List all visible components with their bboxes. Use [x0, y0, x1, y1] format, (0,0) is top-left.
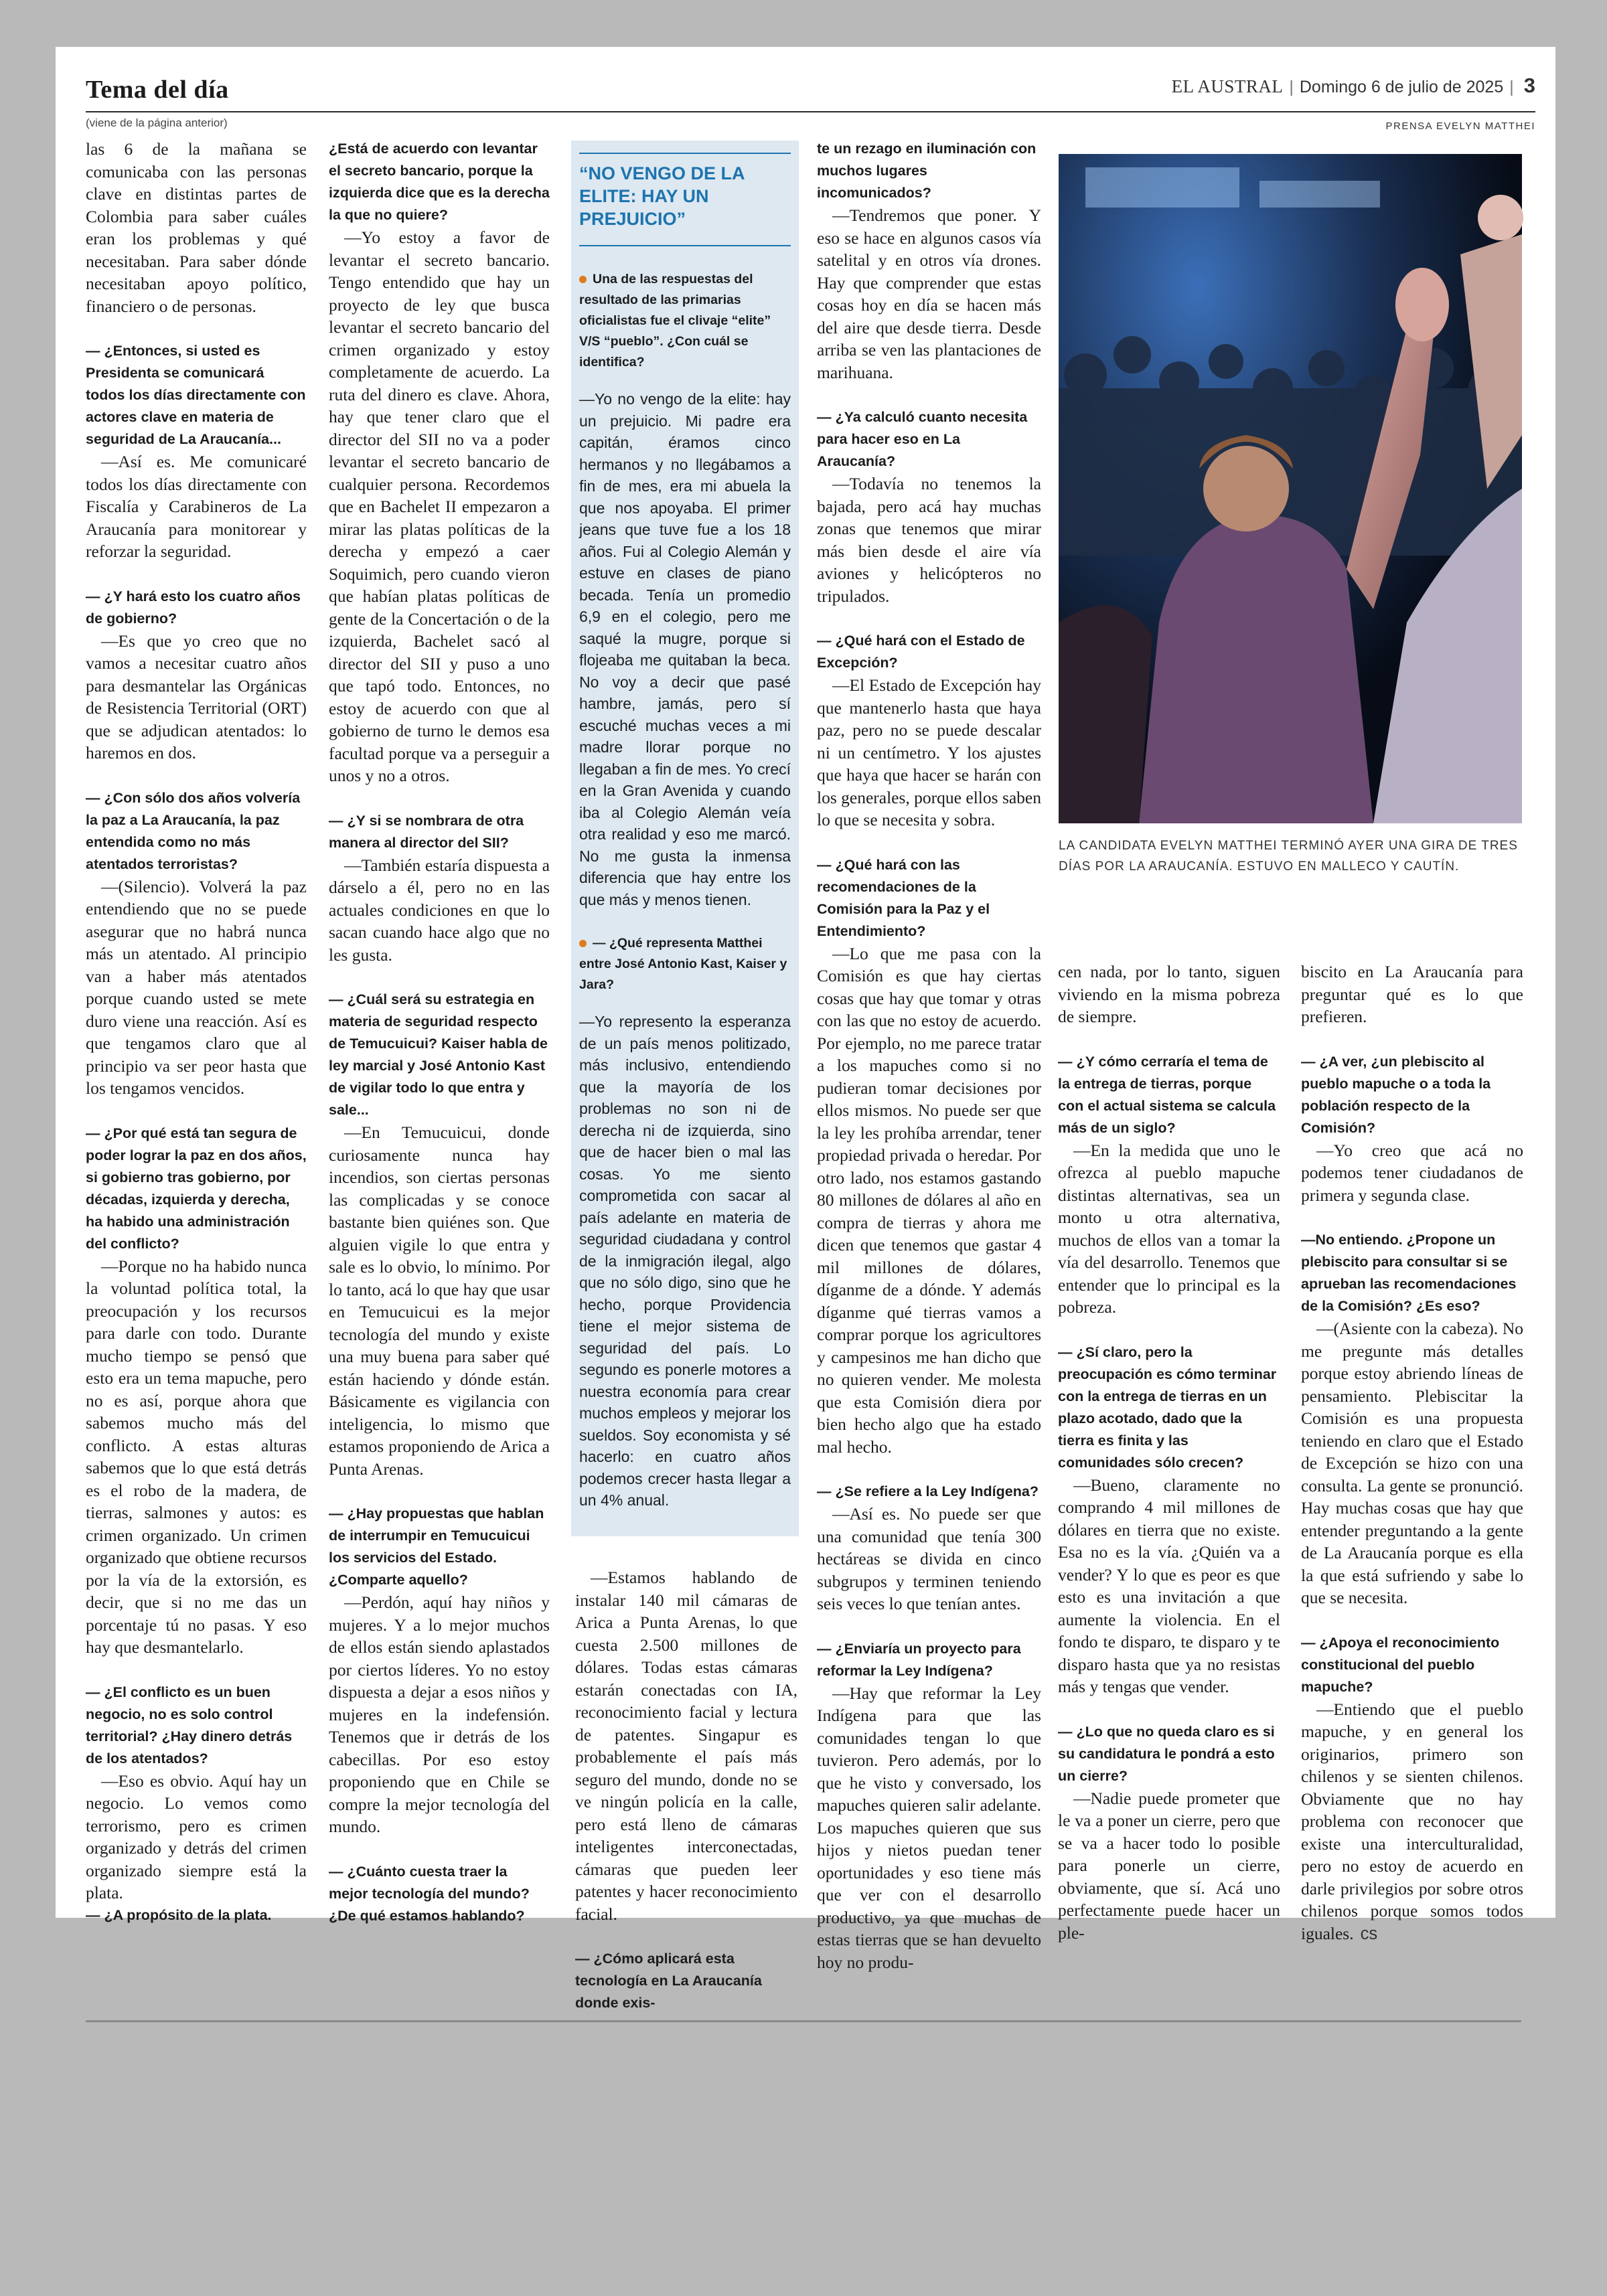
article-column-3 — [575, 1566, 797, 2011]
photo-credit: PRENSA EVELYN MATTHEI — [1385, 120, 1535, 132]
masthead-separator: | — [1289, 78, 1294, 96]
newspaper-page — [56, 47, 1555, 2011]
header-rule — [86, 111, 1535, 112]
interview-question: — ¿Cuánto cuesta traer la mejor tecnología del mundo? ¿De qué estamos hablando? — [329, 1863, 530, 1924]
sidebar-answer: —Yo represento la esperanza de un país menos politizado, más inclusivo, entendiendo que la mayoría de los problemas no son ni de derecha ni de izquierda, sino que de hacer bien o mal las cosas. Yo me siento comprometida con sacar al país adelante en materia de seguridad ciudadana y control de la inmigración ilegal, algo que no sólo digo, sino que he hecho, porque Providencia tiene el mejor sistema de seguridad del país. Lo segundo es ponerle motores a nuestra economía para crear muchos empleos y mejorar los sueldos. Soy economista y sé hacerlo: en cuatro años podemos crecer hasta llegar a un 4% anual. — [579, 1013, 791, 1509]
article-column-1 — [86, 138, 307, 1923]
interview-question: — ¿Sí claro, pero la preocupación es cómo terminar con la entrega de tierras en un plazo acotado, dado que la tierra es finita y las comunidades sólo crecen? — [1058, 1343, 1277, 1471]
sidebar-box — [571, 141, 799, 1536]
interview-answer: cen nada, por lo tanto, siguen viviendo en la misma pobreza de siempre. — [1058, 962, 1280, 1026]
photo-caption: LA CANDIDATA EVELYN MATTHEI TERMINÓ AYER UNA GIRA DE TRES DÍAS POR LA ARAUCANÍA. ESTUVO EN MALLECO Y CAUTÍN. — [1059, 839, 1518, 874]
article-column-6 — [1301, 961, 1523, 1943]
interview-answer: —Todavía no tenemos la bajada, pero acá hay muchas zonas que tenemos que mirar más bien desde el aire vía aviones y helicópteros no tripulados. — [817, 474, 1041, 606]
crowd-photo-illustration — [1059, 154, 1522, 823]
interview-answer: —También estaría dispuesta a dárselo a él, pero no en las actuales condiciones en que lo sacan cuando hace algo que no les gusta. — [329, 855, 550, 965]
interview-question: — ¿Y cómo cerraría el tema de la entrega de tierras, porque con el actual sistema se calcula más de un siglo? — [1058, 1053, 1276, 1136]
interview-question: — ¿Cuál será su estrategia en materia de seguridad respecto de Temucuicui? Kaiser habla de ley marcial y José Antonio Kast de vigilar todo lo que entra y sale... — [329, 991, 548, 1118]
interview-answer: —Así es. No puede ser que una comunidad que tenía 300 hectáreas se divida en cinco subgrupos y terminen teniendo seis veces lo que tenían antes. — [817, 1504, 1041, 1613]
interview-answer: —Yo creo que acá no podemos tener ciudadanos de primera y segunda clase. — [1301, 1140, 1523, 1205]
page-number: 3 — [1523, 74, 1535, 97]
interview-question: — ¿Con sólo dos años volvería la paz a La Araucanía, la paz entendida como no más atentados terroristas? — [86, 789, 301, 872]
interview-question: ¿Está de acuerdo con levantar el secreto bancario, porque la izquierda dice que es la derecha la que no quiere? — [329, 141, 550, 223]
sidebar-answer: —Yo no vengo de la elite: hay un prejuicio. Mi padre era capitán, éramos cinco hermanos y no llegábamos a fin de mes, era mi abuela la que nos apoyaba. El primer jeans que tuve fue a los 18 años. Fui al Colegio Alemán y estuve en clases de piano becada. Tenía un promedio 6,9 en el colegio, pero me saqué la mugre, porque si flojeaba me quitaban la beca. No voy a decir que pasé hambre, jamás, pero sí escuché muchas veces a mi madre llorar porque no llegaban a fin de mes. Yo crecí en la Gran Avenida y cuando iba al Colegio Alemán veía otra realidad y eso me marcó. No me gusta la inmensa diferencia que hay entre los que más y menos tienen. — [579, 390, 791, 908]
article-column-5 — [1058, 961, 1280, 1943]
interview-answer: —El Estado de Excepción hay que mantenerlo hasta que haya paz, pero no se puede descalar ni un centímetro. Y los ajustes que haya que hacer se harán con los generales, porque ellos saben lo que se necesita y sobra. — [817, 675, 1041, 829]
interview-question: — ¿Entonces, si usted es Presidenta se comunicará todos los días directamente con actores clave en materia de seguridad de La Araucanía... — [86, 343, 306, 447]
interview-answer: —Bueno, claramente no comprando 4 mil millones de dólares en tierra que no existe. Esa no es la vía. ¿Quién va a vender? Y lo que es peor es que esto es una invitación a que aumente la violencia. En el fondo te disparo, te disparo y te disparo hasta que ya no resistas más y tengas que vender. — [1058, 1475, 1280, 1696]
section-title: Tema del día — [86, 76, 229, 104]
interview-answer: —Entiendo que el pueblo mapuche, y en general los originarios, primero son chilenos y se sienten chilenos. Obviamente que no hay problema con reconocer que existe una interculturalidad, pero no estoy de acuerdo en darle privilegios por sobre otros chilenos porque somos todos iguales. cs — [1301, 1699, 1523, 1943]
interview-question: — ¿Qué hará con el Estado de Excepción? — [817, 633, 1025, 671]
interview-answer: —Perdón, aquí hay niños y mujeres. Y a lo mejor muchos de ellos están siendo aplastados por ciertos líderes. Yo no estoy dispuesta a dejar a esos niños y mujeres en la indefensión. Tenemos que ir detrás de los cabecillas. Por eso estoy proponiendo que en Chile se compre la mejor tecnología del mundo. — [329, 1592, 550, 1836]
page-bottom-rule — [86, 2020, 1521, 2022]
interview-question: — ¿A propósito de la plata. — [86, 1906, 272, 1923]
issue-date: Domingo 6 de julio de 2025 — [1299, 78, 1504, 96]
interview-answer: —Porque no ha habido nunca la voluntad política total, la preocupación y los recursos para darle con todo. Durante mucho tiempo se pensó que esto era un tema mapuche, pero no es así, porque ahora que sabemos mucho más del conflicto. A estas alturas sabemos que lo que está detrás es el robo de la madera, de tierras, salmones y autos: es crimen organizado. Un crimen organizado que obtiene recursos por la vía de la extorsión, es decir, que si no me das un porcentaje tú no pasas. Y eso hay que desmantelarlo. — [86, 1256, 307, 1657]
interview-answer: —En Temucuicui, donde curiosamente nunca hay incendios, son ciertas personas las complicadas y se conoce bastante bien quiénes son. Que alguien vigile lo que entra y sale es lo obvio, lo mínimo. Por lo tanto, acá lo que hay que usar en Temucuicui es la mejor tecnología del mundo y existe una muy buena para saber qué están haciendo y dónde están. Básicamente es vigilancia con inteligencia, lo mismo que estamos proponiendo de Arica a Punta Arenas. — [329, 1123, 550, 1479]
interview-question: — ¿Lo que no queda claro es si su candidatura le pondrá a esto un cierre? — [1058, 1723, 1275, 1784]
interview-answer: —Lo que me pasa con la Comisión es que hay ciertas cosas que hay que tomar y otras con las que no estoy de acuerdo. Por ejemplo, no me parece tratar a los mapuches como si no pudieran tomar decisiones por ellos mismos. No puede ser que la ley les prohíba arrendar, tener propiedad privada o heredar. Por otro lado, nos estamos gastando 80 millones de dólares al año en compra de tierras y ahora me dicen que tenemos que gastar 4 mil millones de dólares, díganme de a dónde. Y además díganme qué tierras vamos a comprar porque los agricultores y campesinos me han dicho que no quieren vender. Me molesta que esta Comisión diera por bien hecho algo que ha estado mal hecho. — [817, 943, 1041, 1457]
interview-answer: —Es que yo creo que no vamos a necesitar cuatro años para desmantelar las Orgánicas de Resistencia Territorial (ORT) que se adjudican atentados: lo haremos en dos. — [86, 631, 307, 762]
interview-question: — ¿Y hará esto los cuatro años de gobierno? — [86, 588, 301, 627]
interview-answer: —Eso es obvio. Aquí hay un negocio. Lo vemos como terrorismo, pero es crimen organizado y detrás del crimen organizado siempre está la plata. — [86, 1771, 307, 1902]
interview-answer: —Tendremos que poner. Y eso se hace en algunos casos vía satelital y en otros vía drones. Hay que comprender que estas cosas hoy en día se hacen más del aire que desde tierra. Desde arriba se ven las plantaciones de marihuana. — [817, 206, 1041, 382]
interview-answer: —Nadie puede prometer que le va a poner un cierre, pero que se va a hacer todo lo posible para ponerle un cierre, obviamente, que sí. Acá uno perfectamente puede hacer un ple- — [1058, 1788, 1280, 1943]
interview-question: — ¿Por qué está tan segura de poder lograr la paz en dos años, si gobierno tras gobierno, por décadas, izquierda y derecha, ha habido una administración del conflicto? — [86, 1125, 307, 1252]
end-of-article-mark: cs — [1360, 1924, 1378, 1943]
interview-answer: biscito en La Araucanía para preguntar qué es lo que prefieren. — [1301, 962, 1523, 1026]
bullet-dot-icon — [579, 276, 587, 283]
sidebar-question: Una de las respuestas del resultado de las primarias oficialistas fue el clivaje “elite” V/S “pueblo”. ¿Con cuál se identifica? — [579, 272, 771, 370]
sidebar-question: — ¿Qué representa Matthei entre José Antonio Kast, Kaiser y Jara? — [579, 936, 787, 992]
interview-question: — ¿Enviaría un proyecto para reformar la Ley Indígena? — [817, 1640, 1021, 1679]
interview-answer: —(Silencio). Volverá la paz entendiendo que no se puede asegurar que no habrá nunca más un atentado. Al principio van a haber más atentados porque cuando usted se mete duro viene una reacción. Así es que tengamos claro que al principio va ser peor hasta que los tengamos vencidos. — [86, 876, 307, 1098]
masthead — [1172, 74, 1535, 98]
interview-question: — ¿Cómo aplicará esta tecnología en La Araucanía donde exis- — [575, 1951, 762, 2011]
newspaper-name: EL AUSTRAL — [1171, 76, 1284, 96]
interview-question: —No entiendo. ¿Propone un plebiscito para consultar si se aprueban las recomendaciones de la Comisión? ¿Es eso? — [1301, 1232, 1517, 1314]
interview-question: — ¿Y si se nombrara de otra manera al director del SII? — [329, 812, 524, 851]
interview-answer: —Así es. Me comunicaré todos los días directamente con Fiscalía y Carabineros de La Araucanía para monitorear y reforzar la seguridad. — [86, 452, 307, 561]
article-column-4 — [817, 138, 1041, 1972]
article-column-2 — [329, 138, 550, 1924]
masthead-separator-2: | — [1509, 78, 1514, 96]
interview-question: — ¿Se refiere a la Ley Indígena? — [817, 1483, 1039, 1499]
interview-question: te un rezago en iluminación con muchos lugares incomunicados? — [817, 141, 1037, 201]
interview-question: — ¿Ya calculó cuanto necesita para hacer eso en La Araucanía? — [817, 409, 1028, 469]
interview-answer: —(Asiente con la cabeza). No me pregunte más detalles porque estoy abriendo líneas de pensamiento. Plebiscitar la Comisión es una propuesta teniendo en claro que el Estado de Excepción se hizo con una consulta. La gente se pronunció. Hay muchas cosas que hay que entender preguntando a la gente de La Araucanía porque es ella la que está sufriendo y sabe lo que se necesita. — [1301, 1319, 1523, 1607]
campaign-photo — [1059, 154, 1522, 823]
interview-question: — ¿El conflicto es un buen negocio, no es solo control territorial? ¿Hay dinero detrás de los atentados? — [86, 1684, 293, 1767]
interview-answer: —Yo estoy a favor de levantar el secreto bancario. Tengo entendido que hay un proyecto de ley que busca levantar el secreto bancario del crimen organizado y estoy completamente de acuerdo. La ruta del dinero es clave. Ahora, hay que tener claro que el director del SII no va a poder levantar el secreto bancario de cualquier persona. Recordemos que en Bachelet II empezaron a mirar las platas políticas de la derecha y empezó a caer Soquimich, pero cuando vieron que habían platas políticas de gente de la Concertación o de la izquierda, Bachelet sacó al director del SII y puso a uno que tapó todo. Entonces, no estoy de acuerdo con que al gobierno de turno le demos esa facultad porque va a perseguir a unos y no a otros. — [329, 228, 550, 785]
interview-question: — ¿Qué hará con las recomendaciones de la Comisión para la Paz y el Entendimiento? — [817, 856, 990, 939]
interview-answer: —Hay que reformar la Ley Indígena para que las comunidades tengan lo que tuvieron. Pero además, por lo que he visto y conversado, los mapuches quieren salir adelante. Los mapuches quieren que sus hijos y nietos puedan tener oportunidades y eso tiene más que ver con el desarrollo productivo, ya que muchas de estas tierras que se han devuelto hoy no produ- — [817, 1683, 1041, 1972]
interview-answer: —Estamos hablando de instalar 140 mil cámaras de Arica a Punta Arenas, lo que cuesta 2.500 millones de dólares. Todas estas cámaras estarán conectadas con IA, reconocimiento facial y lectura de patentes. Singapur es probablemente el país más seguro del mundo, donde no se ve ningún policía en la calle, pero está lleno de cámaras inteligentes interconectadas, cámaras que pueden leer patentes y hacer reconocimiento facial. — [575, 1568, 797, 1924]
interview-question: — ¿Hay propuestas que hablan de interrumpir en Temucuicui los servicios del Estado. ¿Comparte aquello? — [329, 1505, 544, 1588]
bullet-dot-icon — [579, 940, 587, 947]
interview-question: — ¿A ver, ¿un plebiscito al pueblo mapuche o a toda la población respecto de la Comisión? — [1301, 1053, 1491, 1136]
paragraph: las 6 de la mañana se comunicaba con las personas clave en distintas partes de Colombia para saber cuáles eran los problemas y qué necesitaban. Para saber dónde necesitaban apoyo político, financiero o de personas. — [86, 139, 307, 316]
sidebar-title: “NO VENGO DE LA ELITE: HAY UN PREJUICIO” — [579, 153, 791, 246]
interview-answer: —En la medida que uno le ofrezca al pueblo mapuche distintas alternativas, sea un monto u otra alternativa, muchos de ellos van a tomar la vía del desarrollo. Tenemos que entender que lo principal es la pobreza. — [1058, 1140, 1280, 1317]
continued-note: (viene de la página anterior) — [86, 116, 228, 129]
interview-question: — ¿Apoya el reconocimiento constitucional del pueblo mapuche? — [1301, 1634, 1500, 1695]
